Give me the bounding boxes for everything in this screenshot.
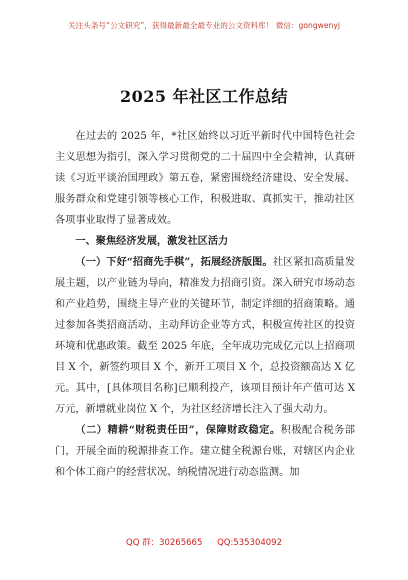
header-promo-note: 关注头条号“公文研究”，获得最新最全最专业的公文资料库！ 微信：gongwenyj [68, 21, 340, 30]
document-title: 2025 年社区工作总结 [119, 87, 289, 106]
footer-qq: QQ:535304092 [217, 538, 282, 548]
footer-qq-group: QQ 群：30265665 [126, 538, 203, 548]
document-body [55, 126, 355, 483]
subsection-text-1: 社区紧扣高质量发展主题，以产业链为导向，精准发力招商引资。深入研究市场动态和产业趋势，围绕主导产业的关键环节，制定详细的招商策略。通过参加各类招商活动、主动拜访企业等方式，积极宣传社区的投资环境和优惠政策。截至 2025 年底，全年成功完成亿元以上招商项目 X 个，新签约项目 X 个，新开工项目 X 个，总投资额高达 X 亿元。其中，[具体项目名称]已顺利投产，该项目预计年产值可达 X 万元，新增就业岗位 X 个，为社区经济增长注入了强大动力。 [55, 257, 355, 415]
subsection-lead-2: （二）精耕“财税责任田”，保障财政稳定。 [75, 424, 281, 436]
section-heading-1: 一、聚焦经济发展，激发社区活力 [75, 235, 229, 247]
subsection-paragraph-2 [55, 420, 355, 483]
footer-contact [0, 536, 408, 548]
subsection-lead-1: （一）下好“招商先手棋”，拓展经济版图。 [75, 256, 273, 268]
subsection-paragraph-1 [55, 252, 355, 420]
intro-paragraph: 在过去的 2025 年，*社区始终以习近平新时代中国特色社会主义思想为指引，深入学习贯彻党的二十届四中全会精神，认真研读《习近平谈治国理政》第五卷，紧密围绕经济建设、安全发展、服务群众和党建引领等核心工作，积极进取、真抓实干，推动社区各项事业取得了显著成效。 [55, 131, 355, 226]
subsection-text-2: 积极配合税务部门，开展全面的税源排查工作。建立健全税源台账，对辖区内企业和个体工商户的经营状况、纳税情况进行动态监测。加 [55, 425, 355, 478]
